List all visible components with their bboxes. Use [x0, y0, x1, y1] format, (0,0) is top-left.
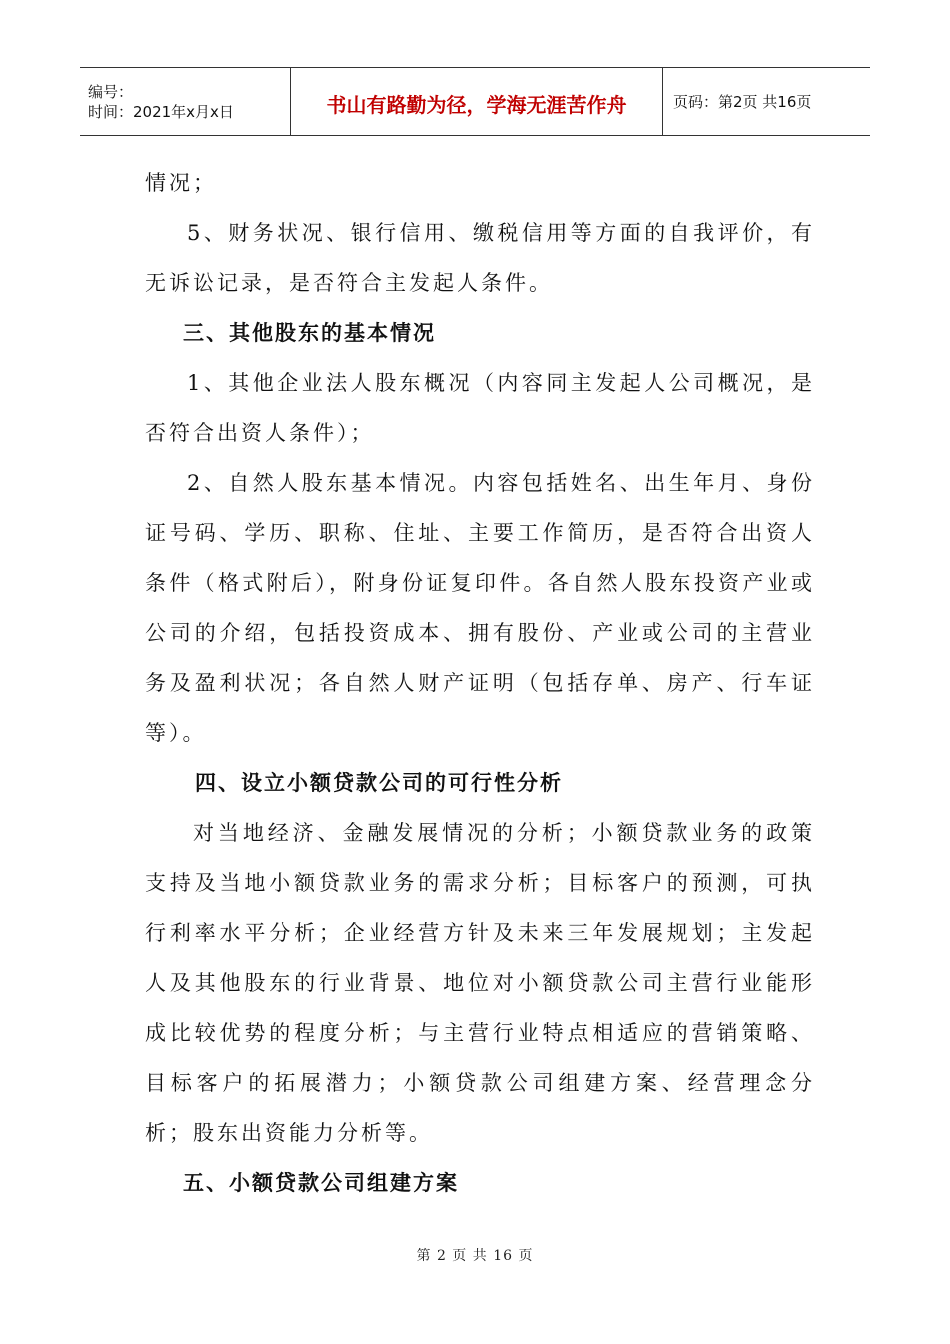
header-motto: 书山有路勤为径，学海无涯苦作舟 — [291, 68, 663, 136]
paragraph-item-5: 5、财务状况、银行信用、缴税信用等方面的自我评价，有无诉讼记录，是否符合主发起人条件。 — [145, 221, 815, 295]
document-number-label: 编号： — [88, 82, 134, 101]
header-meta-cell — [80, 68, 291, 136]
section-heading-4: 四、设立小额贷款公司的可行性分析 — [195, 771, 563, 795]
paragraph-continuation: 情况； — [145, 171, 217, 195]
page-header — [80, 67, 870, 136]
section-heading-5: 五、小额贷款公司组建方案 — [183, 1171, 459, 1195]
paragraph-natural-shareholders: 2、自然人股东基本情况。内容包括姓名、出生年月、身份证号码、学历、职称、住址、主要工作简历，是否符合出资人条件（格式附后），附身份证复印件。各自然人股东投资产业或公司的介绍，包括投资成本、拥有股份、产业或公司的主营业务及盈利状况；各自然人财产证明（包括存单、房产、行车证等）。 — [145, 471, 815, 745]
document-date-label: 时间：2021年x月x日 — [88, 102, 234, 121]
section-heading-3: 三、其他股东的基本情况 — [183, 321, 436, 345]
paragraph-other-shareholders: 1、其他企业法人股东概况（内容同主发起人公司概况，是否符合出资人条件）； — [145, 371, 815, 445]
paragraph-feasibility: 对当地经济、金融发展情况的分析；小额贷款业务的政策支持及当地小额贷款业务的需求分析；目标客户的预测，可执行利率水平分析；企业经营方针及未来三年发展规划；主发起人及其他股东的行业背景、地位对小额贷款公司主营行业能形成比较优势的程度分析；与主营行业特点相适应的营销策略、目标客户的拓展潜力；小额贷款公司组建方案、经营理念分析；股东出资能力分析等。 — [145, 821, 815, 1145]
page-footer: 第 2 页 共 16 页 — [416, 1248, 534, 1264]
header-page-info: 页码：第2页 共16页 — [663, 68, 871, 136]
document-body — [145, 158, 815, 1208]
